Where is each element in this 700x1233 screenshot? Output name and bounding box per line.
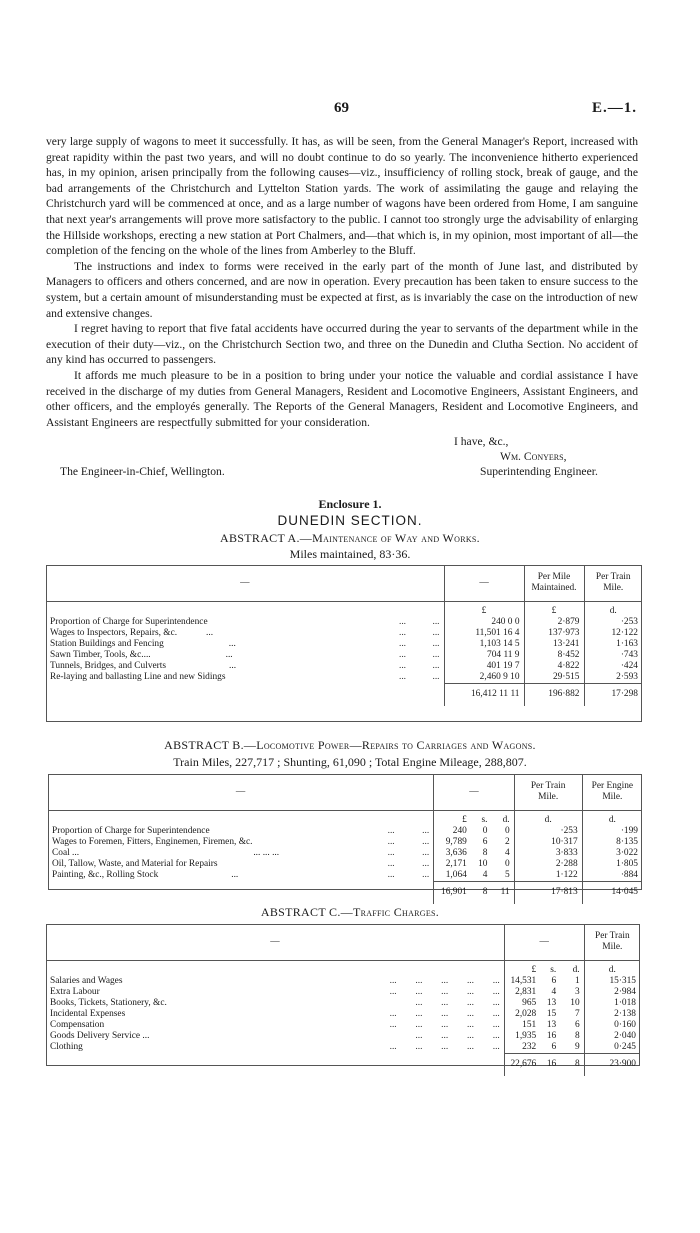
c-col-amount: — — [504, 924, 584, 961]
c-col-blank: — — [46, 924, 504, 961]
table-row: Tunnels, Bridges, and Culverts ... ... ... 401 19 7 4·822 ·424 — [46, 661, 642, 672]
b-unit-pence: d. — [502, 815, 510, 825]
b-col-per-train: Per Train Mile. — [514, 774, 582, 811]
abstract-b-title-main: ABSTRACT B.— — [164, 738, 257, 752]
signature-block — [46, 430, 638, 478]
c-unit-pence: d. — [572, 965, 580, 975]
page-number: 69 — [334, 100, 349, 116]
abstract-b-table — [48, 774, 642, 904]
a-unit-pound-mile: £ — [524, 602, 584, 618]
b-unit-shilling: s. — [481, 815, 488, 825]
table-total-row: 22,676 16 8 23·900 — [46, 1054, 640, 1077]
table-row: Station Buildings and Fencing ... ... ... 1,103 14 5 13·241 1·163 — [46, 639, 642, 650]
paragraph-4: It affords me much pleasure to be in a position to bring under your notice the valuable and cordial assistance I have received in the discharge of my duties from General Managers, Resident and Locomotive Engineers, Assistant Engineers, and other officers, and the employés generally. The Reports of the General Managers, Resident and Locomotive Engineers, and Assistant Engineers are respectfully submitted for your consideration. — [46, 368, 638, 429]
abstract-a-title — [0, 531, 700, 546]
report-body — [46, 134, 638, 478]
abstract-a-title-sc: Maintenance of Way and Works. — [312, 531, 480, 545]
table-row: Wages to Inspectors, Repairs, &c. ... ... ... 11,501 16 4 137·973 12·122 — [46, 628, 642, 639]
table-row: Re-laying and ballasting Line and new Sidings ... ... 2,460 9 10 29·515 2·593 — [46, 672, 642, 684]
table-row: Sawn Timber, Tools, &c.... ... ... ... 704 11 9 8·452 ·743 — [46, 650, 642, 661]
signatory-title: Superintending Engineer. — [480, 465, 598, 479]
c-unit-pence-train: d. — [584, 961, 640, 977]
section-heading: DUNEDIN SECTION. — [277, 513, 423, 528]
abstract-b-subtitle: Train Miles, 227,717 ; Shunting, 61,090 ; Total Engine Mileage, 288,807. — [173, 755, 527, 769]
table-row: Salaries and Wages ... ... ... ... ... 14,531 6 1 15·315 — [46, 976, 640, 987]
a-col-per-train: Per Train Mile. — [584, 565, 642, 602]
table-row: Clothing ... ... ... ... ... 232 6 9 0·245 — [46, 1042, 640, 1054]
table-total-row: 16,901 8 11 17·813 14·045 — [48, 882, 642, 905]
a-col-blank: — — [46, 565, 444, 602]
c-unit-shilling: s. — [550, 965, 557, 975]
table-row: Books, Tickets, Stationery, &c. ... ... ... ... 965 13 10 1·018 — [46, 998, 640, 1009]
addressee: The Engineer-in-Chief, Wellington. — [60, 465, 225, 479]
abstract-b-title — [0, 738, 700, 753]
closing: I have, &c., — [454, 435, 509, 449]
table-row: Painting, &c., Rolling Stock ... ... ... 1,064 4 5 1·122 ·884 — [48, 870, 642, 882]
table-total-row: 16,412 11 11 196·882 17·298 — [46, 684, 642, 707]
signatory-name: Wm. Conyers, — [500, 450, 567, 464]
c-unit-pound: £ — [504, 961, 540, 977]
table-row: Proportion of Charge for Superintendence ... ... 240 0 0 ·253 ·199 — [48, 826, 642, 837]
table-row: Proportion of Charge for Superintendence ... ... 240 0 0 2·879 ·253 — [46, 617, 642, 628]
abstract-c-title-main: ABSTRACT C.— — [260, 905, 353, 919]
series-code: E.—1. — [592, 100, 638, 116]
b-col-blank: — — [48, 774, 434, 811]
abstract-a-title-main: ABSTRACT A.— — [220, 531, 313, 545]
abstract-a-table — [46, 565, 642, 706]
table-row: Oil, Tallow, Waste, and Material for Repairs ... ... 2,171 10 0 2·288 1·805 — [48, 859, 642, 870]
table-row: Goods Delivery Service ... ... ... ... ... 1,935 16 8 2·040 — [46, 1031, 640, 1042]
abstract-c-table — [46, 924, 640, 1076]
a-col-amount: — — [444, 565, 524, 602]
enclosure-label: Enclosure 1. — [318, 497, 382, 511]
a-unit-pence: d. — [584, 602, 642, 618]
a-unit-pound: £ — [444, 602, 524, 618]
a-col-per-mile: Per Mile Maintained. — [524, 565, 584, 602]
paragraph-2: The instructions and index to forms were received in the early part of the month of June last, and distributed by Managers to officers and others concerned, and are now in operation. Every precaution has been taken to ensure success to the system, but a certain amount of misunderstanding must be expected at first, as is invariably the case on the introduction of new and extensive changes. — [46, 259, 638, 320]
abstract-c-title — [0, 905, 700, 920]
table-row: Incidental Expenses ... ... ... ... ... 2,028 15 7 2·138 — [46, 1009, 640, 1020]
table-row: Wages to Foremen, Fitters, Enginemen, Firemen, &c. ... ... 9,789 6 2 10·317 8·135 — [48, 837, 642, 848]
abstract-a-subtitle: Miles maintained, 83·36. — [289, 547, 411, 561]
b-col-per-engine: Per Engine Mile. — [582, 774, 642, 811]
c-col-per-train: Per Train Mile. — [584, 924, 640, 961]
b-unit-pence-train: d. — [514, 811, 582, 827]
paragraph-1: very large supply of wagons to meet it successfully. It has, as will be seen, from the General Manager's Report, increased with great rapidity within the past two years, and will no doubt continue to do so yearly. The inconvenience hitherto experienced has, in my opinion, arisen principally from the following causes—viz., insufficiency of rolling stock, break of gauge, and the bad arrangements of the Christchurch and Lyttelton Station yards. The work of assimilating the gauge and relaying the Christchurch yard will be commenced at once, and as a large number of wagons have been ordered from Home, I am sanguine that next year's arrangements will prove more satisfactory to the public. I cannot too strongly urge the advisability of enlarging the Hillside workshops, erecting a new station at Port Chalmers, and—that which is, in my opinion, most important of all—the completion of the fencing on the whole of the lines from Amberley to the Bluff. — [46, 135, 638, 258]
abstract-b-title-sc: Locomotive Power—Repairs to Carriages and Wagons. — [256, 738, 536, 752]
table-row: Compensation ... ... ... ... ... 151 13 6 0·160 — [46, 1020, 640, 1031]
b-unit-pound: £ — [434, 811, 471, 827]
paragraph-3: I regret having to report that five fatal accidents have occurred during the year to servants of the department while in the execution of their duty—viz., on the Christchurch Section two, and three on the Dunedin and Clutha Section. No accident of any kind has occurred to passengers. — [46, 322, 638, 367]
b-col-amount: — — [434, 774, 514, 811]
abstract-c-title-sc: Traffic Charges. — [352, 905, 440, 919]
table-row: Extra Labour ... ... ... ... ... 2,831 4 3 2·984 — [46, 987, 640, 998]
b-unit-pence-engine: d. — [582, 811, 642, 827]
table-row: Coal ... ... ... ... ... ... 3,636 8 4 3·833 3·022 — [48, 848, 642, 859]
